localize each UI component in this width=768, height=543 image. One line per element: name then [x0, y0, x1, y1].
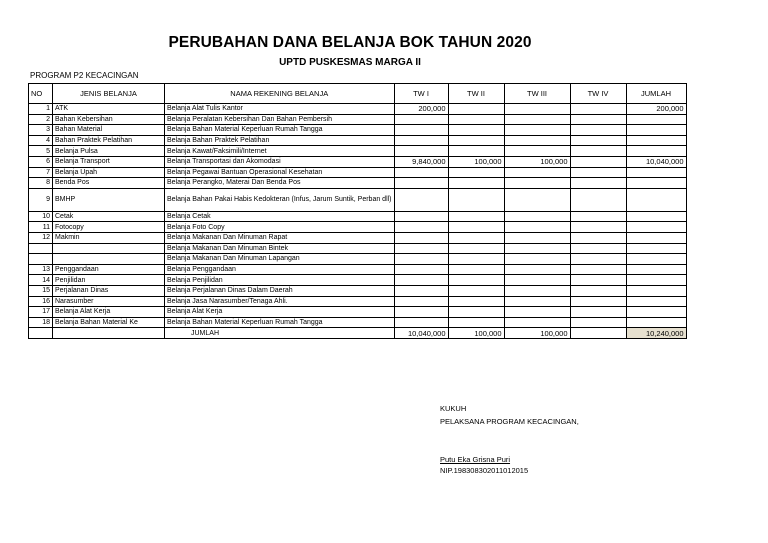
cell-tw4 — [570, 135, 626, 146]
cell-tw3 — [504, 135, 570, 146]
total-tw4 — [570, 328, 626, 339]
cell-tw1 — [394, 146, 448, 157]
cell-tw3 — [504, 254, 570, 265]
cell-tw2 — [448, 146, 504, 157]
cell-jumlah: 10,040,000 — [626, 156, 686, 167]
table-row — [29, 296, 687, 307]
table-row — [29, 167, 687, 178]
cell-jenis: Cetak — [53, 211, 165, 222]
cell-tw2 — [448, 178, 504, 189]
cell-tw4 — [570, 104, 626, 115]
cell-jenis: Bahan Material — [53, 125, 165, 136]
cell-jumlah — [626, 222, 686, 233]
cell-tw3 — [504, 104, 570, 115]
cell-tw1 — [394, 307, 448, 318]
cell-no: 12 — [29, 232, 53, 243]
cell-tw2 — [448, 275, 504, 286]
cell-jenis: Narasumber — [53, 296, 165, 307]
col-header-no: NO — [29, 84, 53, 104]
cell-jumlah — [626, 285, 686, 296]
cell-no — [29, 254, 53, 265]
cell-tw2 — [448, 114, 504, 125]
cell-tw3 — [504, 146, 570, 157]
cell-tw1 — [394, 275, 448, 286]
cell-tw2 — [448, 243, 504, 254]
cell-tw1 — [394, 222, 448, 233]
cell-tw3 — [504, 211, 570, 222]
cell-jenis: Makmin — [53, 232, 165, 243]
cell-rekening: Belanja Alat Kerja — [165, 307, 395, 318]
cell-tw3 — [504, 264, 570, 275]
cell-tw2 — [448, 285, 504, 296]
cell-tw2 — [448, 104, 504, 115]
cell-rekening: Belanja Alat Tulis Kantor — [165, 104, 395, 115]
cell-tw4 — [570, 317, 626, 328]
cell-rekening: Belanja Perangko, Materai Dan Benda Pos — [165, 178, 395, 189]
cell-tw2 — [448, 232, 504, 243]
cell-tw1 — [394, 125, 448, 136]
cell-tw4 — [570, 211, 626, 222]
cell-no: 4 — [29, 135, 53, 146]
cell-jumlah — [626, 243, 686, 254]
cell-tw4 — [570, 156, 626, 167]
cell-jenis: Benda Pos — [53, 178, 165, 189]
cell-jumlah — [626, 146, 686, 157]
cell-jenis — [53, 243, 165, 254]
cell-tw2 — [448, 211, 504, 222]
cell-jenis: Bahan Praktek Pelatihan — [53, 135, 165, 146]
cell-no: 16 — [29, 296, 53, 307]
cell-tw4 — [570, 275, 626, 286]
cell-no: 5 — [29, 146, 53, 157]
cell-jenis: Fotocopy — [53, 222, 165, 233]
col-header-jumlah: JUMLAH — [626, 84, 686, 104]
budget-table — [28, 83, 687, 339]
cell-tw2 — [448, 264, 504, 275]
table-row — [29, 156, 687, 167]
cell-tw4 — [570, 254, 626, 265]
cell-jumlah — [626, 275, 686, 286]
cell-tw1 — [394, 254, 448, 265]
cell-tw1 — [394, 188, 448, 211]
table-row — [29, 135, 687, 146]
cell-tw2 — [448, 188, 504, 211]
table-header-row — [29, 84, 687, 104]
col-header-tw1: TW I — [394, 84, 448, 104]
cell-rekening: Belanja Bahan Material Keperluan Rumah Tangga — [165, 125, 395, 136]
cell-jumlah — [626, 232, 686, 243]
cell-jenis: Penjilidan — [53, 275, 165, 286]
total-label: JUMLAH — [165, 328, 395, 339]
table-row — [29, 146, 687, 157]
table-row — [29, 232, 687, 243]
cell-jenis: ATK — [53, 104, 165, 115]
table-row — [29, 222, 687, 233]
cell-jenis: Belanja Upah — [53, 167, 165, 178]
cell-rekening: Belanja Penggandaan — [165, 264, 395, 275]
cell-tw1 — [394, 264, 448, 275]
cell-tw4 — [570, 264, 626, 275]
cell-tw3 — [504, 307, 570, 318]
table-row — [29, 317, 687, 328]
cell-jumlah — [626, 264, 686, 275]
cell-jumlah — [626, 167, 686, 178]
col-header-tw2: TW II — [448, 84, 504, 104]
cell-tw1 — [394, 114, 448, 125]
total-row — [29, 328, 687, 339]
cell-jenis: Belanja Bahan Material Ke — [53, 317, 165, 328]
cell-tw1 — [394, 232, 448, 243]
cell-jenis: Bahan Kebersihan — [53, 114, 165, 125]
cell-tw3 — [504, 296, 570, 307]
cell-tw2 — [448, 254, 504, 265]
signature-place: KUKUH — [440, 404, 467, 413]
table-row — [29, 254, 687, 265]
cell-tw3 — [504, 167, 570, 178]
signature-nip: NIP.198308302011012015 — [440, 466, 529, 475]
cell-jenis: BMHP — [53, 188, 165, 211]
table-row — [29, 211, 687, 222]
cell-tw4 — [570, 222, 626, 233]
cell-tw3 — [504, 275, 570, 286]
col-header-rekening: NAMA REKENING BELANJA — [165, 84, 395, 104]
cell-tw3 — [504, 317, 570, 328]
cell-jenis: Belanja Transport — [53, 156, 165, 167]
cell-no: 1 — [29, 104, 53, 115]
cell-tw4 — [570, 296, 626, 307]
cell-jenis: Belanja Alat Kerja — [53, 307, 165, 318]
col-header-jenis: JENIS BELANJA — [53, 84, 165, 104]
total-jenis — [53, 328, 165, 339]
cell-jumlah — [626, 114, 686, 125]
table-row — [29, 178, 687, 189]
cell-no: 8 — [29, 178, 53, 189]
cell-rekening: Belanja Bahan Pakai Habis Kedokteran (Infus, Jarum Suntik, Perban dll) — [165, 188, 395, 211]
cell-tw1 — [394, 211, 448, 222]
cell-jumlah — [626, 135, 686, 146]
cell-rekening: Belanja Makanan Dan Minuman Bintek — [165, 243, 395, 254]
cell-jumlah — [626, 125, 686, 136]
cell-rekening: Belanja Bahan Praktek Pelatihan — [165, 135, 395, 146]
cell-jumlah — [626, 307, 686, 318]
signature-role: PELAKSANA PROGRAM KECACINGAN, — [440, 417, 579, 426]
total-jumlah: 10,240,000 — [626, 328, 686, 339]
cell-tw4 — [570, 188, 626, 211]
cell-rekening: Belanja Perjalanan Dinas Dalam Daerah — [165, 285, 395, 296]
cell-jumlah: 200,000 — [626, 104, 686, 115]
cell-jumlah — [626, 254, 686, 265]
cell-rekening: Belanja Jasa Narasumber/Tenaga Ahli. — [165, 296, 395, 307]
table-row — [29, 125, 687, 136]
cell-tw3 — [504, 178, 570, 189]
cell-tw3 — [504, 285, 570, 296]
cell-tw2 — [448, 135, 504, 146]
table-row — [29, 104, 687, 115]
cell-rekening: Belanja Penjilidan — [165, 275, 395, 286]
cell-tw4 — [570, 178, 626, 189]
cell-jumlah — [626, 178, 686, 189]
cell-tw1: 9,840,000 — [394, 156, 448, 167]
total-no — [29, 328, 53, 339]
cell-tw4 — [570, 285, 626, 296]
cell-no: 10 — [29, 211, 53, 222]
cell-tw3 — [504, 232, 570, 243]
cell-jumlah — [626, 188, 686, 211]
cell-tw1: 200,000 — [394, 104, 448, 115]
cell-rekening: Belanja Makanan Dan Minuman Rapat — [165, 232, 395, 243]
cell-jenis — [53, 254, 165, 265]
cell-no: 14 — [29, 275, 53, 286]
cell-tw3: 100,000 — [504, 156, 570, 167]
cell-no: 18 — [29, 317, 53, 328]
cell-tw4 — [570, 232, 626, 243]
cell-rekening: Belanja Transportasi dan Akomodasi — [165, 156, 395, 167]
cell-no: 13 — [29, 264, 53, 275]
total-tw3: 100,000 — [504, 328, 570, 339]
cell-tw1 — [394, 167, 448, 178]
cell-tw2 — [448, 296, 504, 307]
cell-no: 17 — [29, 307, 53, 318]
col-header-tw4: TW IV — [570, 84, 626, 104]
table-row — [29, 243, 687, 254]
total-tw1: 10,040,000 — [394, 328, 448, 339]
cell-tw4 — [570, 114, 626, 125]
cell-tw4 — [570, 125, 626, 136]
cell-tw4 — [570, 146, 626, 157]
cell-no: 3 — [29, 125, 53, 136]
col-header-tw3: TW III — [504, 84, 570, 104]
cell-tw2: 100,000 — [448, 156, 504, 167]
document-title: PERUBAHAN DANA BELANJA BOK TAHUN 2020 — [168, 34, 532, 51]
cell-no: 9 — [29, 188, 53, 211]
cell-tw1 — [394, 135, 448, 146]
cell-jenis: Penggandaan — [53, 264, 165, 275]
cell-jumlah — [626, 211, 686, 222]
cell-jumlah — [626, 317, 686, 328]
cell-tw2 — [448, 307, 504, 318]
cell-rekening: Belanja Kawat/Faksimili/Internet — [165, 146, 395, 157]
signature-name: Putu Eka Grisna Puri — [440, 455, 511, 464]
cell-tw1 — [394, 285, 448, 296]
cell-no — [29, 243, 53, 254]
cell-rekening: Belanja Bahan Material Keperluan Rumah Tangga — [165, 317, 395, 328]
cell-no: 15 — [29, 285, 53, 296]
program-label: PROGRAM P2 KECACINGAN — [30, 71, 139, 80]
cell-rekening: Belanja Foto Copy — [165, 222, 395, 233]
table-row — [29, 285, 687, 296]
cell-tw4 — [570, 307, 626, 318]
cell-no: 6 — [29, 156, 53, 167]
cell-rekening: Belanja Cetak — [165, 211, 395, 222]
table-row — [29, 188, 687, 211]
cell-rekening: Belanja Pegawai Bantuan Operasional Kesehatan — [165, 167, 395, 178]
cell-tw1 — [394, 178, 448, 189]
cell-no: 7 — [29, 167, 53, 178]
cell-rekening: Belanja Makanan Dan Minuman Lapangan — [165, 254, 395, 265]
cell-tw2 — [448, 125, 504, 136]
cell-tw1 — [394, 243, 448, 254]
cell-tw3 — [504, 222, 570, 233]
cell-tw2 — [448, 222, 504, 233]
document-subtitle: UPTD PUSKESMAS MARGA II — [279, 57, 421, 68]
total-tw2: 100,000 — [448, 328, 504, 339]
cell-tw2 — [448, 317, 504, 328]
cell-tw2 — [448, 167, 504, 178]
cell-jenis: Belanja Pulsa — [53, 146, 165, 157]
cell-jenis: Perjalanan Dinas — [53, 285, 165, 296]
table-row — [29, 264, 687, 275]
cell-tw4 — [570, 243, 626, 254]
cell-tw3 — [504, 125, 570, 136]
cell-tw4 — [570, 167, 626, 178]
table-row — [29, 275, 687, 286]
cell-tw1 — [394, 296, 448, 307]
cell-tw3 — [504, 188, 570, 211]
cell-rekening: Belanja Peralatan Kebersihan Dan Bahan Pembersih — [165, 114, 395, 125]
cell-tw1 — [394, 317, 448, 328]
table-row — [29, 114, 687, 125]
table-row — [29, 307, 687, 318]
cell-tw3 — [504, 243, 570, 254]
cell-tw3 — [504, 114, 570, 125]
cell-no: 11 — [29, 222, 53, 233]
cell-no: 2 — [29, 114, 53, 125]
cell-jumlah — [626, 296, 686, 307]
